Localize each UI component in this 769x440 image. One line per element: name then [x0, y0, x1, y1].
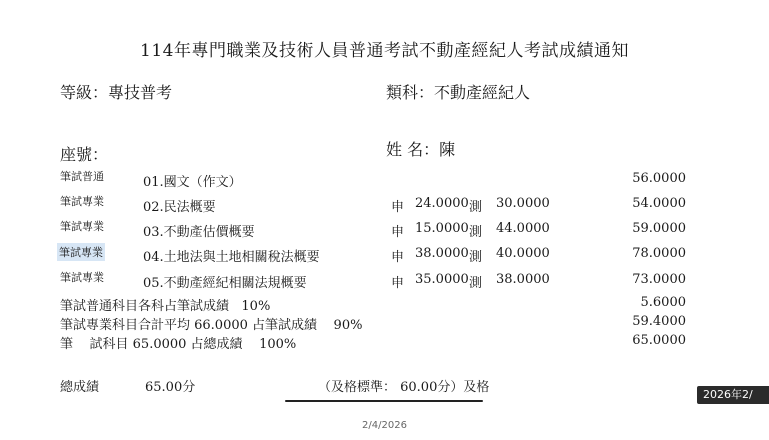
- summary-text: 筆試專業科目合計平均 66.0000 占筆試成績 90%: [60, 318, 363, 333]
- pass-standard-text: （及格標準： 60.00分）及格: [318, 380, 490, 395]
- subject-part-score-1: 24.0000: [415, 196, 469, 211]
- subject-part-suffix: 測: [469, 250, 483, 265]
- subject-score: 78.0000: [632, 246, 686, 261]
- subject-name: 04.土地法與土地相關稅法概要: [143, 250, 320, 265]
- subject-flag: 申: [391, 276, 405, 291]
- footer-date: 2/4/2026: [362, 420, 407, 431]
- subject-part-score-2: 30.0000: [496, 196, 550, 211]
- summary-text: 筆 試科目 65.0000 占總成績 100%: [60, 337, 297, 352]
- level-label: 等級：專技普考: [60, 83, 173, 102]
- subject-score: 73.0000: [632, 272, 686, 287]
- category-label: 類科：不動產經紀人: [386, 83, 531, 102]
- summary-value: 5.6000: [640, 295, 686, 310]
- candidate-name-label: 姓 名：陳: [386, 140, 456, 159]
- subject-score: 54.0000: [632, 196, 686, 211]
- subject-flag: 申: [391, 225, 405, 240]
- subject-type: 筆試專業: [60, 195, 104, 208]
- subject-part-suffix: 測: [469, 200, 483, 215]
- summary-value: 59.4000: [632, 314, 686, 329]
- timestamp-badge: 2026年2/: [697, 386, 769, 404]
- total-score-label: 總成績: [60, 380, 100, 395]
- subject-flag: 申: [391, 200, 405, 215]
- subject-part-score-2: 38.0000: [496, 272, 550, 287]
- subject-type: 筆試專業: [60, 271, 104, 284]
- subject-type: 筆試普通: [60, 170, 104, 183]
- subject-part-suffix: 測: [469, 276, 483, 291]
- subject-part-score-2: 44.0000: [496, 221, 550, 236]
- subject-name: 01.國文（作文）: [143, 175, 242, 190]
- divider-line: [285, 400, 483, 402]
- subject-name: 02.民法概要: [143, 200, 216, 215]
- seat-number-label: 座號：: [60, 145, 109, 164]
- page-title: 114年專門職業及技術人員普通考試不動產經紀人考試成績通知: [140, 41, 629, 61]
- subject-part-score-1: 38.0000: [415, 246, 469, 261]
- subject-flag: 申: [391, 250, 405, 265]
- summary-value: 65.0000: [632, 333, 686, 348]
- subject-score: 59.0000: [632, 221, 686, 236]
- summary-text: 筆試普通科目各科占筆試成績 10%: [60, 299, 271, 314]
- subject-part-suffix: 測: [469, 225, 483, 240]
- subject-part-score-1: 15.0000: [415, 221, 469, 236]
- subject-part-score-2: 40.0000: [496, 246, 550, 261]
- total-score-value: 65.00分: [145, 380, 196, 395]
- subject-name: 05.不動產經紀相關法規概要: [143, 276, 307, 291]
- subject-name: 03.不動產估價概要: [143, 225, 255, 240]
- subject-part-score-1: 35.0000: [415, 272, 469, 287]
- subject-type: 筆試專業: [60, 220, 104, 233]
- subject-type-highlighted: 筆試專業: [57, 243, 105, 261]
- subject-score: 56.0000: [632, 171, 686, 186]
